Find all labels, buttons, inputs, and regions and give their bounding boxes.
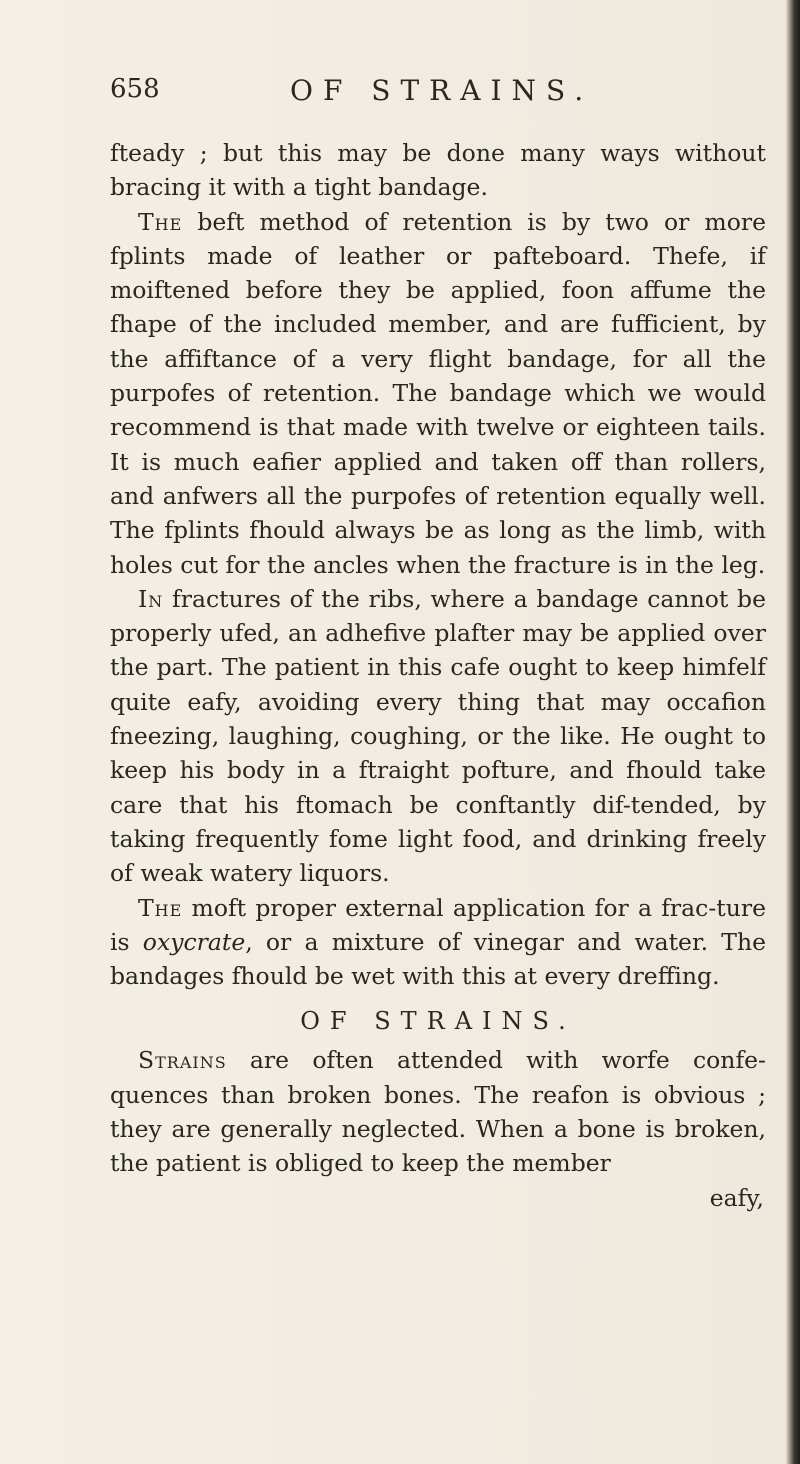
paragraph-4-text-after: , or a mixture of vinegar and water. The bandages fhould be wet with this at every dreffing. — [110, 927, 767, 991]
paragraph-4-italic: oxycrate — [142, 927, 246, 956]
paragraph-3-lead: In — [138, 584, 164, 613]
paragraph-3 — [110, 582, 766, 891]
running-title: OF STRAINS. — [290, 74, 594, 107]
running-head — [110, 74, 670, 118]
paragraph-1-text: fteady ; but this may be done many ways without bracing it with a tight bandage. — [110, 139, 766, 202]
paragraph-2-text: beft method of retention is by two or more fplints made of leather or pafteboard. Thefe, if moiftened before they be applied, foon affume the fhape of the included member, and are fufficient, by the affiftance of a very flight bandage, for all the purpofes of retention. The bandage which we would recommend is that made with twelve or eighteen tails. It is much eafier applied and taken off than rollers, and anfwers all the purpofes of retention equally well. The fplints fhould always be as long as the limb, with holes cut for the ancles when the fracture is in the leg. — [110, 207, 766, 579]
body-text — [110, 136, 766, 1215]
paragraph-2-lead: The — [138, 207, 183, 236]
section-text: are often attended with worfe confe-quences than broken bones. The reafon is obvious ; they are generally neglected. When a bone is broken, the patient is obliged to keep the member — [110, 1046, 766, 1178]
page-number: 658 — [110, 74, 160, 104]
paragraph-4-lead: The — [138, 893, 183, 922]
paragraph-1 — [110, 136, 766, 205]
paragraph-4-text-before: moft proper external application for a frac-ture is — [110, 893, 766, 956]
section-paragraph — [110, 1043, 766, 1180]
paragraph-2 — [110, 205, 766, 582]
page-edge-shadow — [786, 0, 800, 1464]
paragraph-4 — [110, 891, 766, 994]
catchword: eafy, — [709, 1183, 764, 1212]
section-lead: Strains — [138, 1046, 227, 1075]
paragraph-3-text: fractures of the ribs, where a bandage cannot be properly ufed, an adhefive plafter may be applied over the part. The patient in this cafe ought to keep himfelf quite eafy, avoiding every thing that may occafion fneezing, laughing, coughing, or the like. He ought to keep his body in a ftraight pofture, and fhould take care that his ftomach be conftantly dif-tended, by taking frequently fome light food, and drinking freely of weak watery liquors. — [110, 584, 766, 888]
section-title: OF STRAINS. — [300, 1007, 576, 1036]
